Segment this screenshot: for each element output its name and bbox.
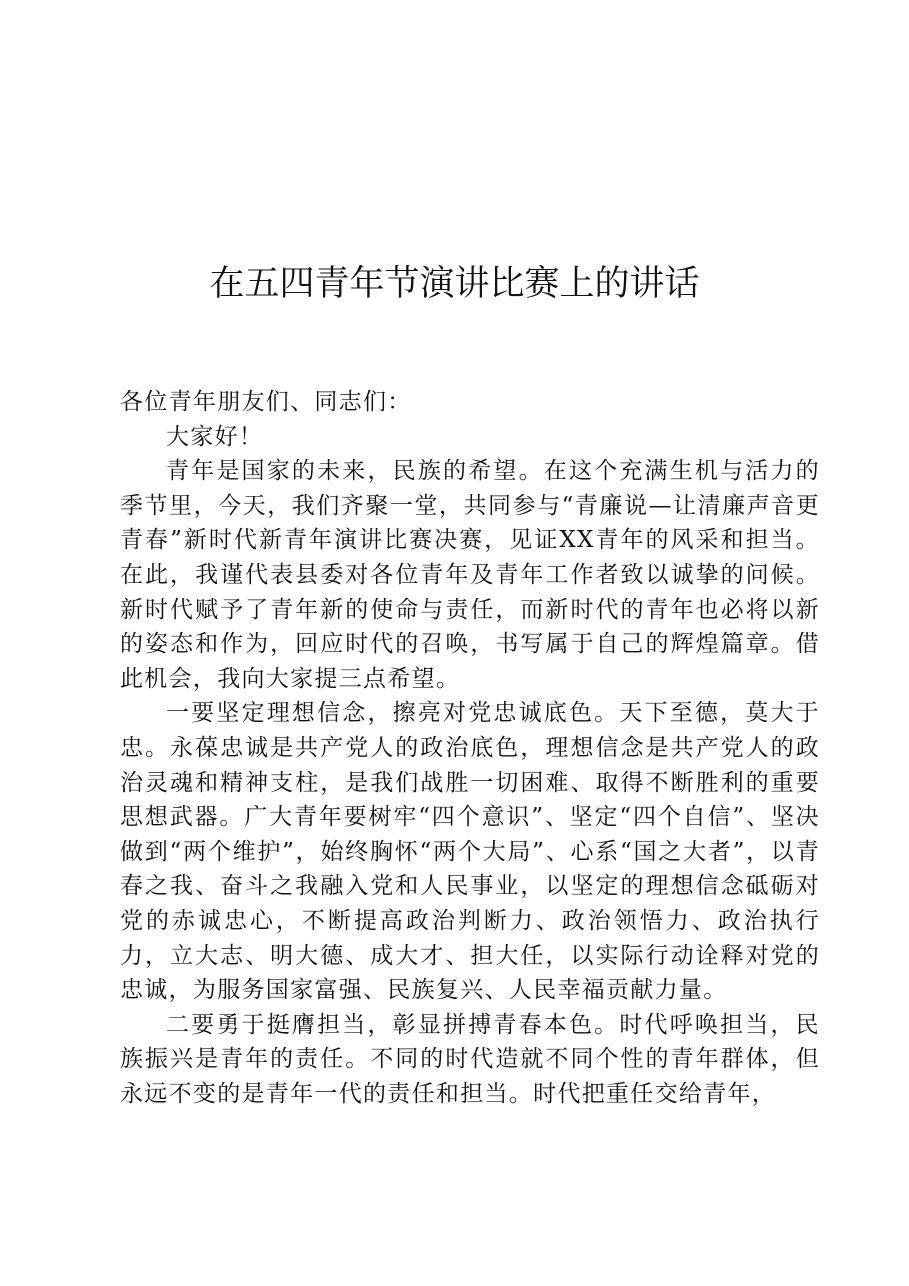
paragraph-point-one: 一要坚定理想信念，擦亮对党忠诚底色。天下至德，莫大于忠。永葆忠诚是共产党人的政治底色，理想信念是共产党人的政治灵魂和精神支柱，是我们战胜一切困难、取得不断胜利的重要思想武器。广大青年要树牢“四个意识”、坚定“四个自信”、坚决做到“两个维护”，始终胸怀“两个大局”、心系“国之大者”，以青春之我、奋斗之我融入党和人民事业，以坚定的理想信念砥砺对党的赤诚忠心，不断提高政治判断力、政治领悟力、政治执行力，立大志、明大德、成大才、担大任，以实际行动诠释对党的忠诚，为服务国家富强、民族复兴、人民幸福贡献力量。: [120, 700, 820, 1004]
paragraph-greeting: 大家好！: [166, 423, 264, 450]
paragraph-point-two: 二要勇于挺膺担当，彰显拼搏青春本色。时代呼唤担当，民族振兴是青年的责任。不同的时代造就不同个性的青年群体，但永远不变的是青年一代的责任和担当。时代把重任交给青年，: [120, 1011, 820, 1107]
document-title: 在五四青年节演讲比赛上的讲话: [209, 264, 700, 304]
salutation: 各位青年朋友们、同志们：: [120, 389, 412, 415]
document-body: [120, 385, 820, 1111]
paragraph-intro: 青年是国家的未来，民族的希望。在这个充满生机与活力的季节里，今天，我们齐聚一堂，共同参与“青廉说—让清廉声音更青春”新时代新青年演讲比赛决赛，见证XX青年的风采和担当。在此，我谨代表县委对各位青年及青年工作者致以诚挚的问候。新时代赋予了青年新的使命与责任，而新时代的青年也必将以新的姿态和作为，回应时代的召唤，书写属于自己的辉煌篇章。借此机会，我向大家提三点希望。: [120, 458, 820, 692]
